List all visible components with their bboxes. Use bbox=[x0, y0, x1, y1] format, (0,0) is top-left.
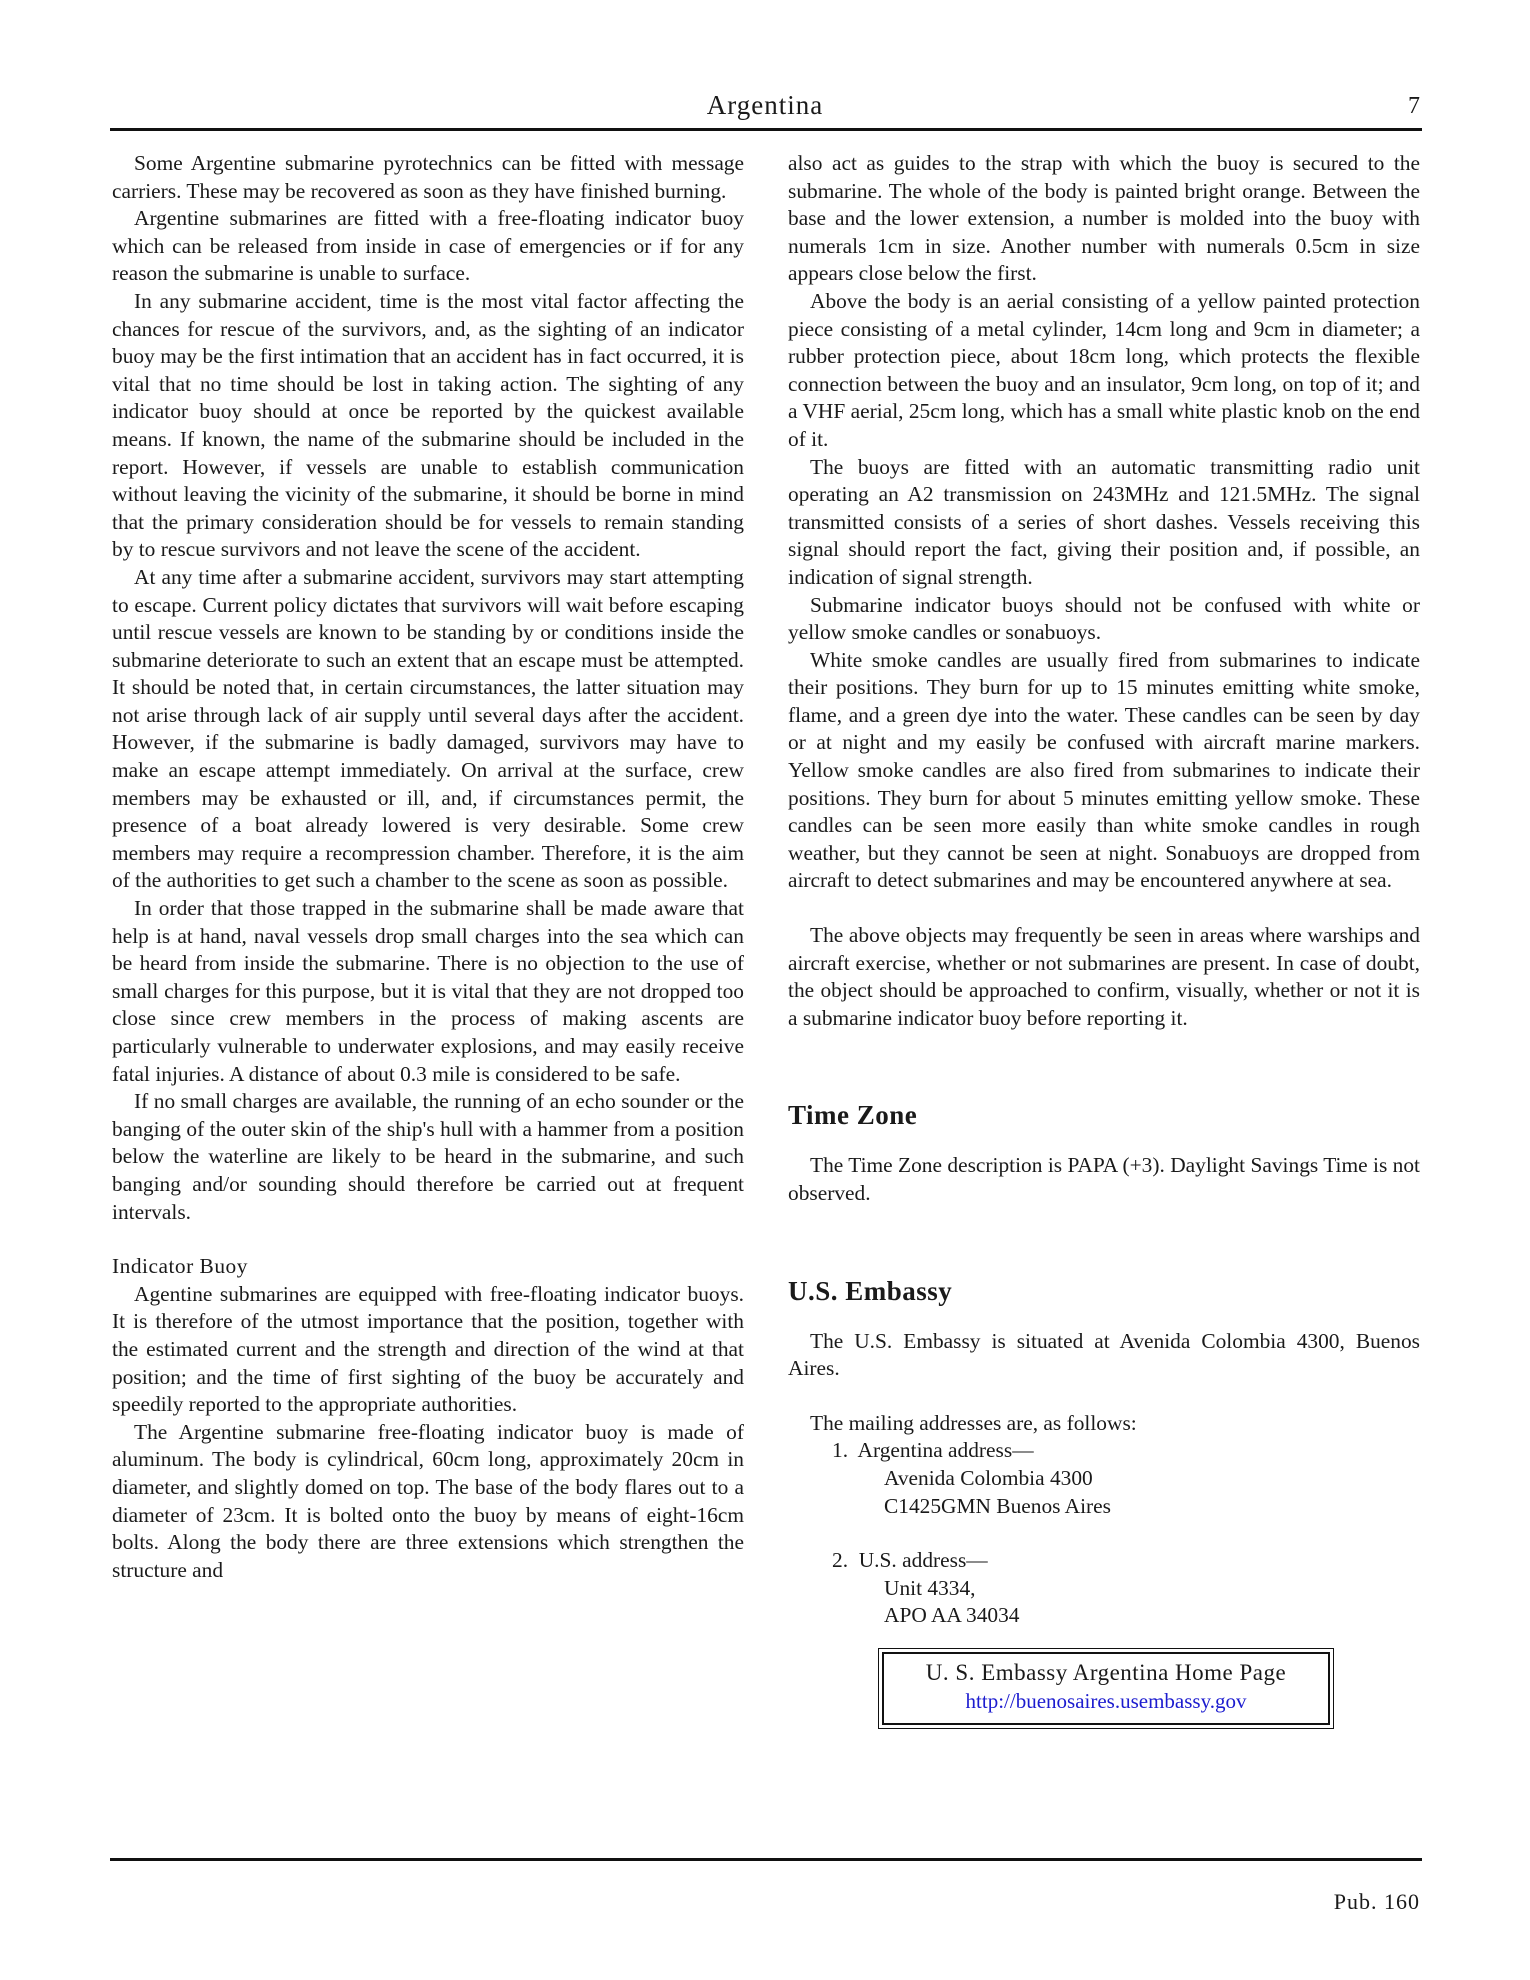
address-line: C1425GMN Buenos Aires bbox=[884, 1493, 1111, 1518]
paragraph: White smoke candles are usually fired from submarines to indicate their positions. They burn for up to 15 minutes emitting white smoke, flame, and a green dye into the water. These candles can be seen by day or at night and my easily be confused with aircraft marine markers. Yellow smoke candles are also fired from submarines to indicate their positions. They burn for about 5 minutes emitting yellow smoke. These candles can be seen more easily than white smoke candles in rough weather, but they cannot be seen at night. Sonabuoys are dropped from aircraft to detect submarines and may be encountered anywhere at sea. bbox=[788, 647, 1420, 893]
paragraph: Agentine submarines are equipped with free-floating indicator buoys. It is therefore of the utmost importance that the position, together with the estimated current and the strength and direction of the wind at that position; and the time of first sighting of the buoy be accurately and speedily reported to the appropriate authorities. bbox=[112, 1281, 744, 1417]
address-line: Unit 4334, bbox=[884, 1575, 976, 1600]
paragraph: In order that those trapped in the submarine shall be made aware that help is at hand, naval vessels drop small charges into the sea which can be heard from inside the submarine. There is no objection to the use of small charges for this purpose, but it is vital that they are not dropped too close since crew members in the process of making ascents are particularly vulnerable to underwater explosions, and may easily receive fatal injuries. A distance of about 0.3 mile is considered to be safe. bbox=[112, 896, 744, 1086]
paragraph: Above the body is an aerial consisting of a yellow painted protection piece consisting of a metal cylinder, 14cm long and 9cm in diameter; a rubber protection piece, about 18cm long, which protects the flexible connection between the buoy and an insulator, 9cm long, on top of it; and a VHF aerial, 25cm long, which has a small white plastic knob on the end of it. bbox=[788, 288, 1420, 451]
paragraph: The above objects may frequently be seen in areas where warships and aircraft exercise, whether or not submarines are present. In case of doubt, the object should be approached to confirm, visually, whether or not it is a submarine indicator buoy before reporting it. bbox=[788, 923, 1420, 1030]
publication-number: Pub. 160 bbox=[1333, 1889, 1420, 1914]
time-zone-text: The Time Zone description is PAPA (+3). Daylight Savings Time is not observed. bbox=[788, 1153, 1420, 1205]
right-column bbox=[788, 150, 1420, 1729]
paragraph: The Argentine submarine free-floating indicator buoy is made of aluminum. The body is cylindrical, 60cm long, approximately 20cm in diameter, and slightly domed on top. The base of the body flares out to a diameter of 23cm. It is bolted onto the buoy by means of eight-16cm bolts. Along the body there are three extensions which strengthen the structure and bbox=[112, 1419, 744, 1582]
paragraph: Some Argentine submarine pyrotechnics can be fitted with message carriers. These may be recovered as soon as they have finished burning. bbox=[112, 151, 744, 203]
address-label: 2. U.S. address— bbox=[832, 1548, 988, 1573]
paragraph: Submarine indicator buoys should not be confused with white or yellow smoke candles or sonabuoys. bbox=[788, 592, 1420, 645]
embassy-text: The U.S. Embassy is situated at Avenida Colombia 4300, Buenos Aires. bbox=[788, 1328, 1420, 1381]
header-rule bbox=[110, 128, 1422, 131]
time-zone-heading: Time Zone bbox=[788, 1100, 918, 1131]
address-line: Avenida Colombia 4300 bbox=[884, 1465, 1093, 1490]
page-title: Argentina bbox=[706, 90, 824, 120]
paragraph: The buoys are fitted with an automatic transmitting radio unit operating an A2 transmission on 243MHz and 121.5MHz. The signal transmitted consists of a series of short dashes. Vessels receiving this signal should report the fact, giving their position and, if possible, an indication of signal strength. bbox=[788, 454, 1420, 589]
indicator-buoy-heading: Indicator Buoy bbox=[112, 1254, 248, 1279]
paragraph: At any time after a submarine accident, survivors may start attempting to escape. Current policy dictates that survivors will wait before escaping until rescue vessels are known to be standing by or conditions inside the submarine deteriorate to such an extent that an escape must be attempted. It should be noted that, in certain circumstances, the latter situation may not arise through lack of air supply until several days after the accident. However, if the submarine is badly damaged, survivors may have to make an escape attempt immediately. On arrival at the surface, crew members may be exhausted or ill, and, if circumstances permit, the presence of a boat already lowered is very desirable. Some crew members may require a recompression chamber. Therefore, it is the aim of the authorities to get such a chamber to the scene as soon as possible. bbox=[112, 564, 744, 893]
footer-rule bbox=[110, 1858, 1422, 1861]
embassy-home-page-box bbox=[878, 1648, 1334, 1729]
left-column bbox=[112, 150, 744, 1584]
paragraph: In any submarine accident, time is the most vital factor affecting the chances for rescue of the survivors, and, as the sighting of an indicator buoy may be the first intimation that an accident has in fact occurred, it is vital that no time should be lost in taking action. The sighting of any indicator buoy should at once be reported by the quickest available means. If known, the name of the submarine should be included in the report. However, if vessels are unable to establish communication without leaving the vicinity of the submarine, it should be borne in mind that the primary consideration should be for vessels to remain standing by to rescue survivors and not leave the scene of the accident. bbox=[112, 288, 744, 562]
embassy-url-link[interactable]: http://buenosaires.usembassy.gov bbox=[965, 1688, 1247, 1713]
home-page-title: U. S. Embassy Argentina Home Page bbox=[925, 1659, 1287, 1685]
paragraph-continuation: also act as guides to the strap with which the buoy is secured to the submarine. The whole of the body is painted bright orange. Between the base and the lower extension, a number is molded into the buoy with numerals 1cm in size. Another number with numerals 0.5cm in size appears close below the first. bbox=[788, 151, 1420, 286]
address-line: APO AA 34034 bbox=[884, 1603, 1020, 1628]
paragraph: If no small charges are available, the running of an echo sounder or the banging of the outer skin of the ship's hull with a hammer from a position below the waterline are likely to be heard in the submarine, and such banging and/or sounding should therefore be carried out at frequent intervals. bbox=[112, 1089, 744, 1224]
embassy-heading: U.S. Embassy bbox=[788, 1275, 953, 1306]
mailing-intro: The mailing addresses are, as follows: bbox=[810, 1410, 1137, 1435]
address-label: 1. Argentina address— bbox=[832, 1438, 1034, 1463]
paragraph: Argentine submarines are fitted with a free-floating indicator buoy which can be released from inside in case of emergencies or if for any reason the submarine is unable to surface. bbox=[112, 206, 744, 286]
page-number: 7 bbox=[1408, 93, 1420, 119]
